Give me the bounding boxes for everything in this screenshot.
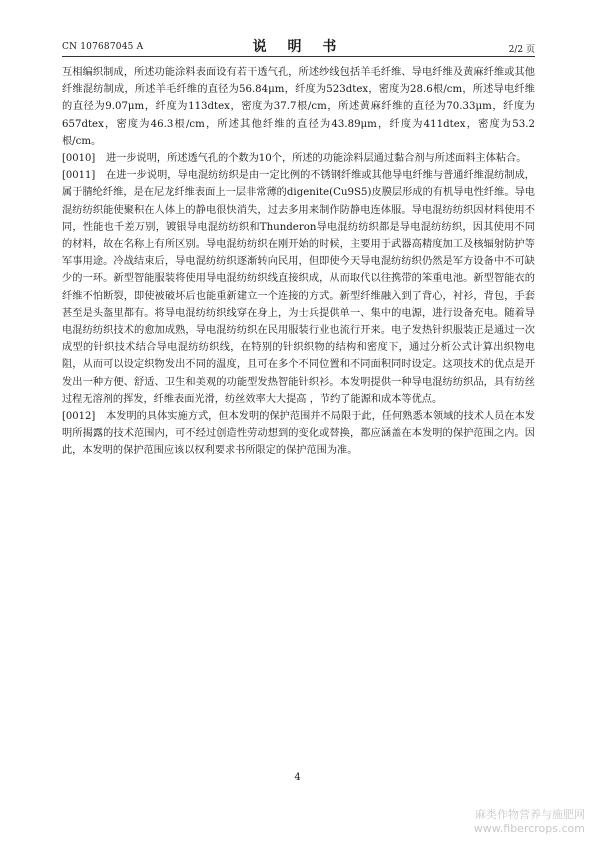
document-title: 说 明 书: [252, 39, 345, 55]
paragraph-0010: [62, 150, 535, 167]
document-body: [62, 64, 535, 460]
paragraph-number: [0011]: [62, 170, 96, 182]
intro-paragraph: 互相编织制成，所述功能涂料表面设有若干透气孔，所述纱线包括羊毛纤维、导电纤维及黄麻纤维或其他纤维混纺制成，所述羊毛纤维的直径为56.84μm，纤度为523dtex，密度为28.6根/cm，所述导电纤维的直径为9.07μm，纤度为113dtex，密度为37.7根/cm，所述黄麻纤维的直径为70.33μm，纤度为657dtex，密度为46.3根/cm，所述其他纤维的直径为43.89μm，纤度为411dtex，密度为53.2根/cm。: [62, 67, 535, 147]
paragraph-0011: [62, 167, 535, 408]
watermark-url: www.fibercrops.com: [473, 822, 585, 835]
watermark-title: 麻类作物营养与施肥网: [475, 808, 585, 821]
page-header: [62, 34, 535, 57]
document-number: CN 107687045 A: [62, 42, 144, 52]
page-indicator: 2/2 页: [508, 45, 535, 55]
page-number: 4: [294, 772, 301, 783]
watermark: [474, 808, 585, 836]
paragraph-number: [0010]: [62, 153, 96, 165]
paragraph-text: 进一步说明，所述透气孔的个数为10个，所述的功能涂料层通过黏合剂与所述面料主体粘合。: [106, 153, 527, 165]
paragraph-0012: [62, 408, 535, 460]
paragraph-number: [0012]: [62, 411, 96, 423]
paragraph-text: 本发明的具体实施方式，但本发明的保护范围并不局限于此，任何熟悉本领域的技术人员在本发明所揭露的技术范围内，可不经过创造性劳动想到的变化或替换，都应涵盖在本发明的保护范围之内。因此，本发明的保护范围应该以权利要求书所限定的保护范围为准。: [62, 411, 535, 457]
paragraph-text: 在进一步说明，导电混纺纺织是由一定比例的不锈钢纤维或其他导电纤维与普通纤维混纺制成，属于腈纶纤维，是在尼龙纤维表面上一层非常薄的digenite(Cu9S5)皮膜层形成的有机导电性纤维。导电混纺纺织能使聚积在人体上的静电很快消失，过去多用来制作防静电连体服。导电混纺纺织因材料使用不同，性能也千差万别，镀银导电混纺纺织和Thunderon导电混纺纺织都是导电混纺纺织，因其使用不同的材料，故在名称上有所区别。导电混纺纺织在刚开始的时候，主要用于武器高精度加工及核辐射防护等军事用途。冷战结束后，导电混纺纺织逐渐转向民用，但即使今天导电混纺纺织仍然是军方设备中不可缺少的一环。新型智能服装将使用导电混纺纺织线直接织成，从而取代以往携带的笨重电池。新型智能衣的纤维不怕断裂，即使被破坏后也能重新建立一个连接的方式。新型纤维融入到了背心，衬衫，背包，手套甚至是头盔里都有。将导电混纺纺织线穿在身上，为士兵提供单一、集中的电源，进行设备充电。随着导电混纺纺织技术的愈加成熟，导电混纺纺织在民用服装行业也流行开来。电子发热针织服装正是通过一次成型的针织技术结合导电混纺纺织线，在特别的针织织物的结构和密度下，通过分析公式计算出织物电阻，从而可以设定织物发出不同的温度，且可在多个不同位置和不同面积同时设定。这项技术的优点是开发出一种方便、舒适、卫生和美观的功能型发热智能针织衫。本发明提供一种导电混纺纺织品，具有纺丝过程无溶剂的挥发，纤维表面光滑，纺丝效率大大提高 ，节约了能源和成本等优点。: [62, 170, 535, 405]
